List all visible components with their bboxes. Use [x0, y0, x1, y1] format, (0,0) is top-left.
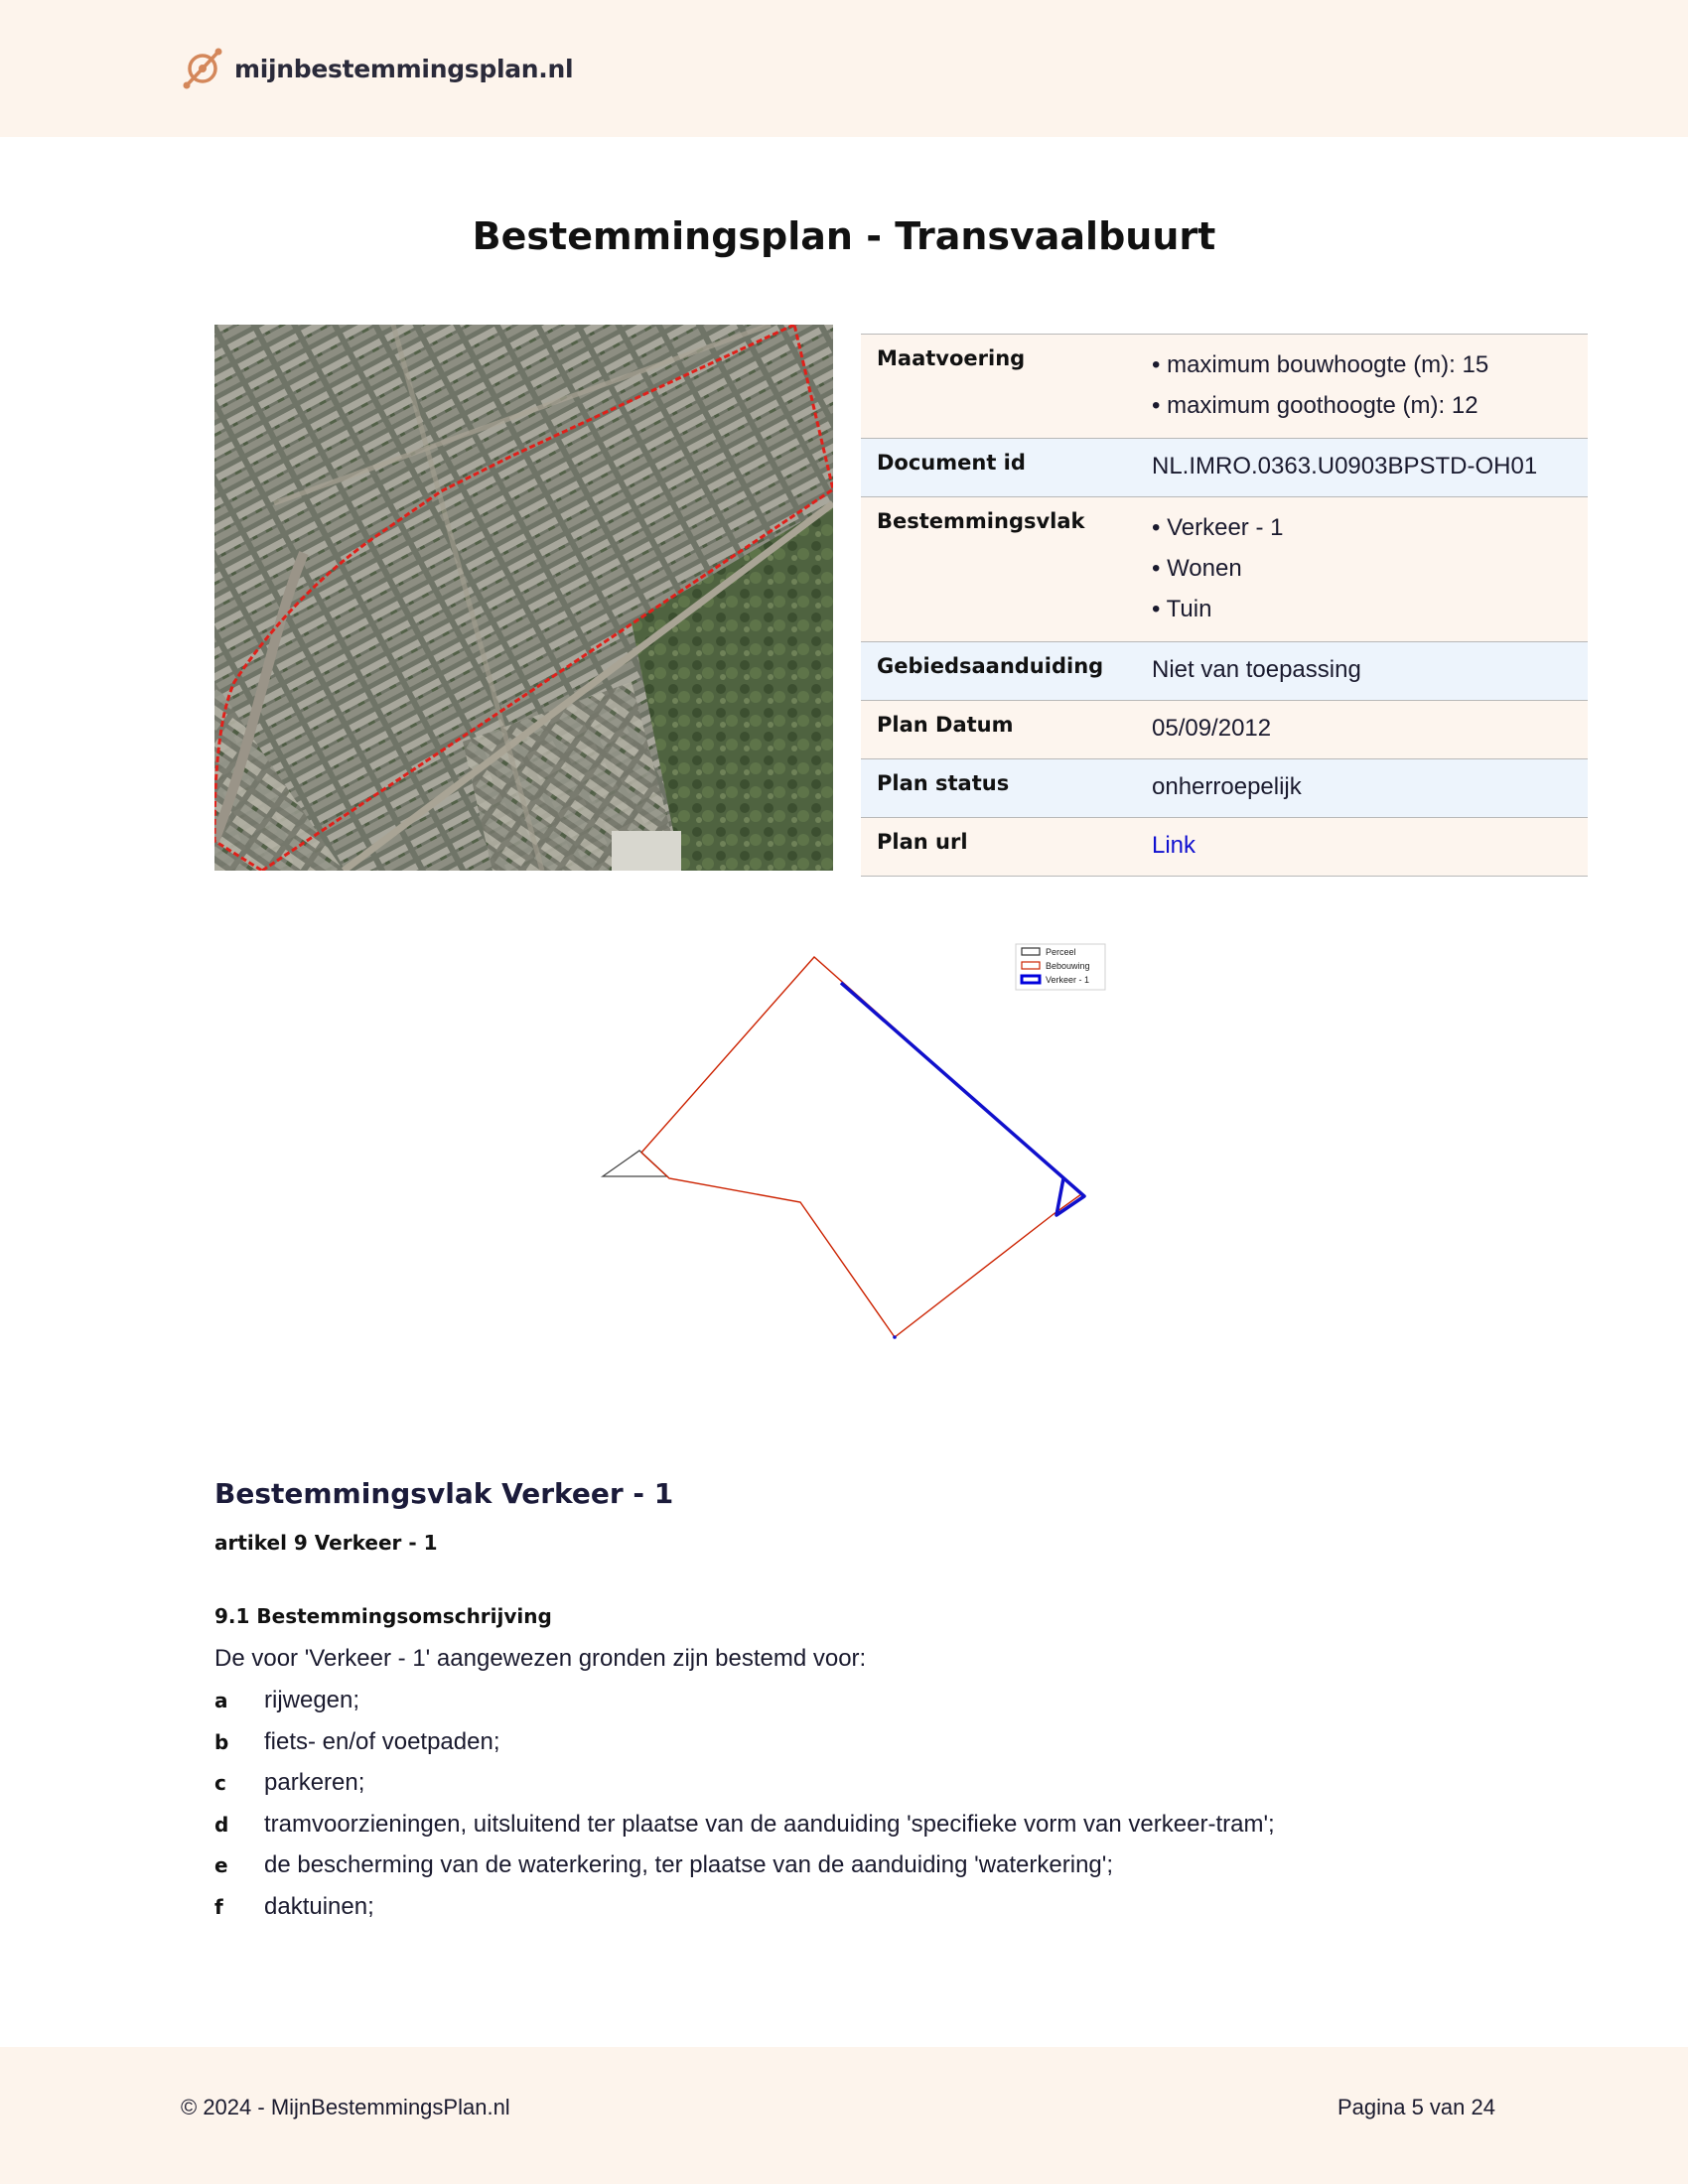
list-item-text: tramvoorzieningen, uitsluitend ter plaatse van de aanduiding 'specifieke vorm van verkeer-tram'; [264, 1810, 1275, 1838]
list-item-letter: a [214, 1689, 228, 1712]
plot-diagram-svg [592, 938, 1108, 1345]
info-value [1152, 818, 1588, 877]
info-row [861, 497, 1588, 642]
info-key: Maatvoering [861, 335, 1152, 439]
info-row [861, 335, 1588, 439]
info-value-line: NL.IMRO.0363.U0903BPSTD-OH01 [1152, 453, 1538, 479]
plan-url-link[interactable]: Link [1152, 832, 1196, 859]
info-value [1152, 439, 1588, 497]
perceel-outline [603, 1151, 667, 1176]
list-item-letter: c [214, 1771, 226, 1795]
brand-logo[interactable] [181, 44, 573, 93]
info-value [1152, 497, 1588, 642]
footer-copyright: © 2024 - MijnBestemmingsPlan.nl [181, 2095, 510, 2119]
verkeer-point [893, 1335, 897, 1339]
info-value-line: • maximum bouwhoogte (m): 15 [1152, 351, 1489, 378]
list-item-text: de bescherming van de waterkering, ter plaatse van de aanduiding 'waterkering'; [264, 1851, 1114, 1878]
info-key: Gebiedsaanduiding [861, 642, 1152, 701]
bestemmingsvlak-section [214, 1477, 1485, 1929]
section-intro: De voor 'Verkeer - 1' aangewezen gronden zijn bestemd voor: [214, 1645, 867, 1672]
list-item [214, 1888, 1485, 1930]
list-item-letter: e [214, 1853, 228, 1877]
bebouwing-outline [641, 957, 1081, 1337]
info-key: Plan url [861, 818, 1152, 877]
info-value [1152, 701, 1588, 759]
legend-label: Bebouwing [1046, 961, 1090, 971]
info-value-line: • maximum goothoogte (m): 12 [1152, 392, 1478, 419]
list-item-letter: d [214, 1812, 229, 1837]
brand-name: mijnbestemmingsplan.nl [234, 54, 574, 83]
list-item-text: daktuinen; [264, 1892, 374, 1920]
aerial-map [214, 325, 833, 871]
page-footer [0, 2047, 1688, 2184]
footer-page-number: Pagina 5 van 24 [1336, 2095, 1495, 2119]
section-subtitle: artikel 9 Verkeer - 1 [214, 1531, 438, 1555]
plot-diagram [592, 938, 1108, 1345]
list-item-letter: b [214, 1729, 229, 1754]
info-key: Bestemmingsvlak [861, 497, 1152, 642]
info-row [861, 818, 1588, 877]
info-value [1152, 642, 1588, 701]
aerial-map-image [214, 325, 833, 871]
list-item [214, 1846, 1485, 1888]
info-key: Document id [861, 439, 1152, 497]
info-value-line: onherroepelijk [1152, 773, 1302, 800]
page-title: Bestemmingsplan - Transvaalbuurt [472, 214, 1216, 258]
info-value-line: Niet van toepassing [1152, 656, 1361, 683]
legend-label: Verkeer - 1 [1046, 975, 1090, 985]
section-title: Bestemmingsvlak Verkeer - 1 [214, 1477, 674, 1510]
page-header [0, 0, 1688, 137]
info-value-line: • Tuin [1152, 596, 1212, 622]
list-item-letter: f [214, 1894, 223, 1919]
legend-label: Perceel [1046, 947, 1076, 957]
info-key: Plan Datum [861, 701, 1152, 759]
plan-info-table [861, 334, 1588, 877]
list-item [214, 1682, 1485, 1723]
verkeer-outline [841, 983, 1084, 1215]
info-value-line: • Wonen [1152, 555, 1242, 582]
list-item-text: fiets- en/of voetpaden; [264, 1727, 500, 1755]
info-key: Plan status [861, 759, 1152, 818]
info-value [1152, 335, 1588, 439]
info-value-line: 05/09/2012 [1152, 715, 1272, 742]
list-item [214, 1764, 1485, 1806]
section-heading: 9.1 Bestemmingsomschrijving [214, 1604, 552, 1628]
info-value-line: • Verkeer - 1 [1152, 514, 1284, 541]
list-item [214, 1723, 1485, 1765]
info-row [861, 701, 1588, 759]
info-row [861, 759, 1588, 818]
info-row [861, 439, 1588, 497]
list-item-text: parkeren; [264, 1769, 365, 1796]
diagram-legend [1016, 944, 1105, 990]
destination-list [214, 1682, 1485, 1929]
list-item-text: rijwegen; [264, 1687, 360, 1713]
compass-pin-icon [181, 46, 226, 91]
info-row [861, 642, 1588, 701]
info-value [1152, 759, 1588, 818]
list-item [214, 1806, 1485, 1847]
